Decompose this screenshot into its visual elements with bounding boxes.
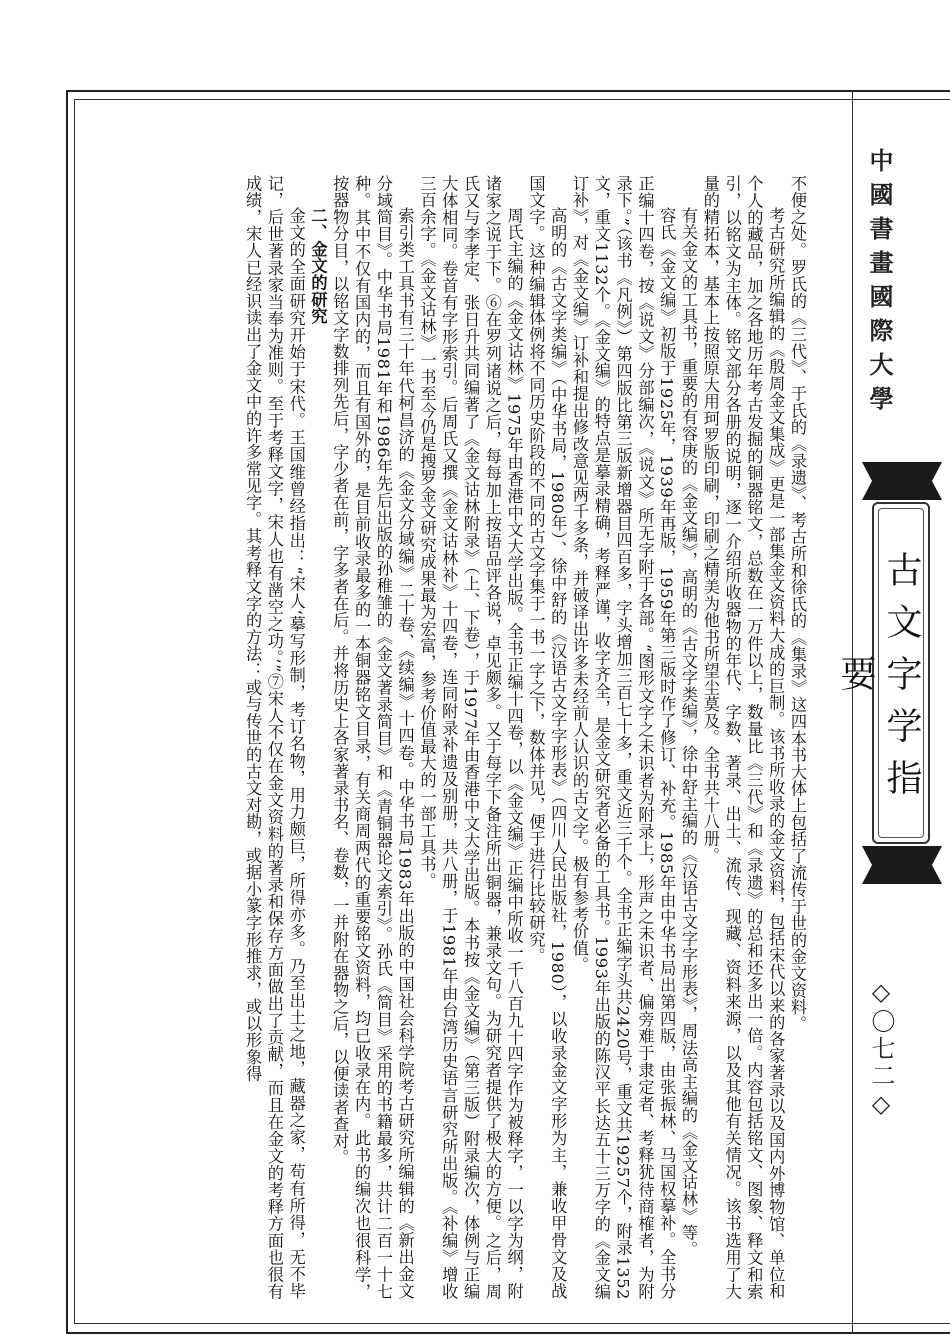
paragraph: 考古研究所编辑的《殷周金文集成》更是一部集金文资料大成的巨制。该书所收录的金文资料，包括宋代以来的各家著录以及国内外博物馆、单位和个人的藏品，加之各地历年考古发掘的铜器铭文，总数在一万件以上，数量比《三代》和《录遗》的总和还多出一倍。内容包括铭文、图象、释文和索引，以铭文为主体。铭文部分各册的说明，逐一介绍所收器物的年代、字数、著录、出土、流传、现藏、资料来源，以及其他有关情况。该书选用了大量的精拓本，基本上按照原大用珂罗版印刷，印刷之精美为他书所望尘莫及。全书共十八册。 [700,175,786,1300]
chevron-left-icon [862,846,872,884]
paragraph: 金文的全面研究开始于宋代。王国维曾经指出：“宋人‘摹写形制，考订名物，用力颇巨，所得亦多。乃至出土之地，藏器之家，苟有所得，无不毕记，后世著录家当奉为准则。至于考释文字，宋人也有凿空之功。’”⑦宋人不仅在金文资料的著录和保存方面做出了贡献，而且在金文的考释方面也很有成绩，宋人已经识读出了金文中的许多常见字。其考释文字的方法：或与传世的古文对勘，或据小篆字形推求，或以形象得 [243,175,306,1300]
university-name: 中國書畫國際大學 [865,148,893,420]
paragraph: 容氏《金文编》初版于1925年，1939年再版，1959年第三版时作了修订、补充。1985年由中华书局出第四版，由张振林、马国权摹补。全书分正编十四卷，按《说文》分部编次，《说文》所无字附于各部。“图形文字之未识者为附录上，形声之未识者、偏旁难于隶定者、考释犹待商榷者，为附录下。”（该书《凡例》）第四版比第三版新增器目四百多，字头增加三百七十多，重文近三千个。全书正编字头共2420号，重文共19257个，附录1352文，重文1132个。《金文编》的特点是摹录精确，考释严谨，收字齐全，是金文研究者必备的工具书。1993年出版的陈汉平长达五十三万字的《金文编订补》，对《金文编》订补和提出修改意见两千多条，并破译出许多未经前人认识的古文字。极有参考价值。 [570,175,677,1300]
title-band-top [862,462,942,500]
section-heading: 二、金文的研究 [308,207,328,325]
paragraph: 高明的《古文字类编》（中华书局，1980年）、徐中舒的《汉语古文字字形表》（四川人民出版社，1980），以收录金文字形为主，兼收甲骨文及战国文字。这种编辑体例将不同历史阶段的不同的古文字集于一书一字之下，数体并见，便于进行比较研究。 [526,175,568,1300]
title-band-bottom [862,846,942,884]
body-text [82,175,808,1300]
page-number: ◇〇七二◇ [867,978,895,1121]
paragraph: 索引类工具书有三十年代柯昌济的《金文分域编》二十卷、《续编》十四卷。中华书局1983年出版的中国社会科学院考古研究所编辑的《新出金文分域简目》。中华书局1981年和1986年先后出版的孙稚雏的《金文著录简目》和《青铜器论文索引》。孙氏《简目》采用的书籍最多，共计二百一十七种。其中不仅有国内的，而且有国外的，是目前收录最多的一本铜器铭文目录，有关商周两代的重要铭文资料，均已收录在内。此书的编次也很科学，按器物分目，以铭文字数排列先后，字少者在前，字多者在后。并将历史上各家著录书名、卷数，一并附在器物之后，以便读者查对。 [330,175,415,1300]
book-title: 古文字学指要 [835,551,922,811]
paragraph: 不便之处。罗氏的《三代》、于氏的《录遗》、考古所和徐氏的《集录》这四本书大体上包括了流传于世的金文资料。 [788,175,807,1033]
chevron-right-icon [932,462,942,500]
paragraph: 周氏主编的《金文诂林》1975年由香港中文大学出版。全书正编十四卷，以《金文编》正编中所收一千八百九十四字作为被释字，一以字为纲，附诸家之说于下。⑥在罗列诸说之后，每每加上按语品评各说，卓见颇多。又于每字下备注所出铜器，兼录文句。为研究者提供了极大的方便。之后，周氏又与李孝定、张日升共同编著了《金文诂林附录》（上、下卷），于1977年由香港中文大学出版。本书按《金文编》（第三版）附录编次，体例与正编大体相同。卷首有字形索引。后周氏又撰《金文诂林补》十四卷，连同附录补遗及别册，共八册，于1981年由台湾历史语言研究所出版。《补编》增收三百余字。《金文诂林》一书至今仍是搜罗金文研究成果最为宏富，参考价值最大的一部工具书。 [417,175,524,1300]
chevron-right-icon [932,846,942,884]
chevron-left-icon [862,462,872,500]
side-column-divider [852,90,853,1334]
paragraph: 有关金文的工具书，重要的有容庚的《金文编》，高明的《古文字类编》，徐中舒主编的《汉语古文字字形表》，周法高主编的《金文诂林》等。 [679,207,699,1259]
